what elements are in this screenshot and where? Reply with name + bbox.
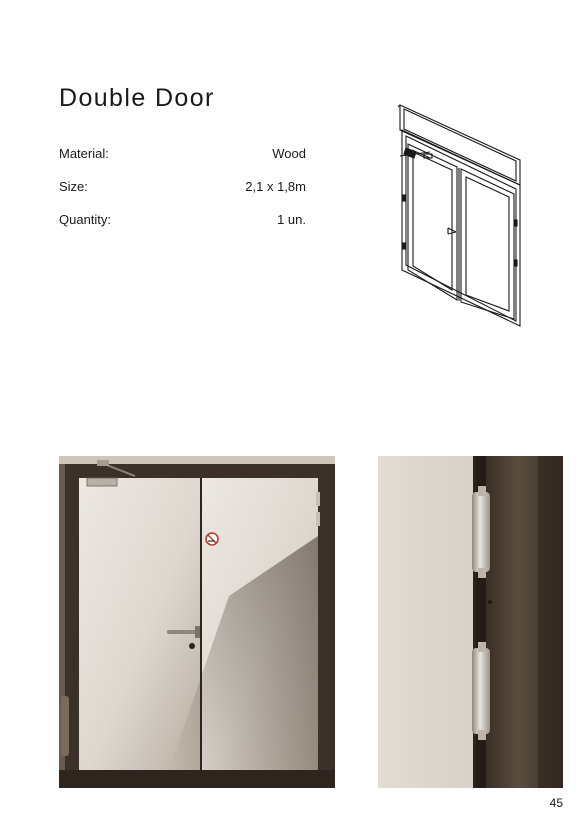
spec-row-quantity: [59, 212, 306, 228]
page-number: 45: [549, 796, 563, 810]
double-door-photo: [59, 456, 335, 788]
double-door-drawing: [390, 100, 540, 330]
no-smoking-sign-icon: [206, 533, 218, 545]
page-title: Double Door: [59, 84, 215, 112]
door-hinge-photo: [378, 456, 563, 788]
spec-label-material: Material:: [59, 146, 109, 161]
spec-row-size: [59, 179, 306, 195]
spec-row-material: [59, 146, 306, 162]
spec-value-size: 2,1 x 1,8m: [245, 179, 306, 194]
spec-value-material: Wood: [272, 146, 306, 161]
spec-label-quantity: Quantity:: [59, 212, 112, 227]
spec-label-size: Size:: [59, 179, 88, 194]
spec-value-quantity: 1 un.: [277, 212, 306, 227]
